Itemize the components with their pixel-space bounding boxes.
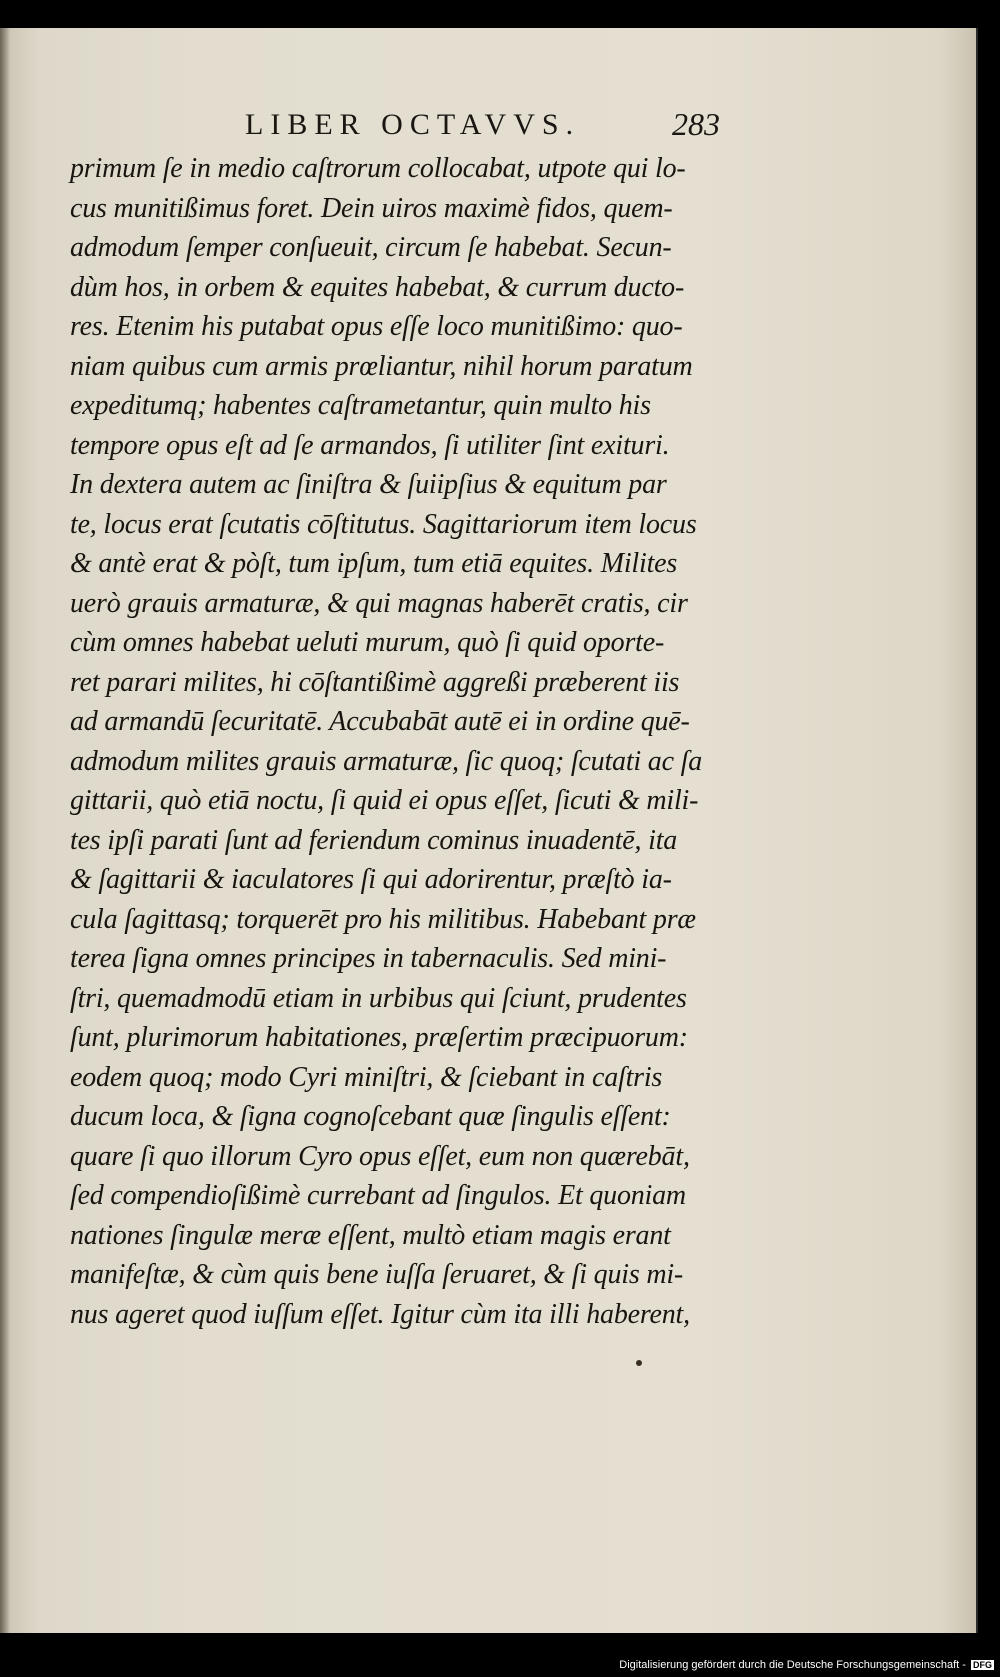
text-line: admodum ſemper conſueuit, circum ſe habebat. Secun- [70,232,672,263]
text-line: dùm hos, in orbem & equites habebat, & currum ducto- [70,271,685,303]
text-line: admodum milites grauis armaturæ, ſic quoq; ſcutati ac ſa [70,745,703,777]
gutter-shadow [0,28,10,1633]
text-line: tempore opus eſt ad ſe armandos, ſi utiliter ſint exituri. [70,429,670,461]
dfg-logo: DFG [973,1660,992,1670]
text-line: nationes ſingulæ meræ eſſent, multò etiam magis erant [70,1219,671,1251]
running-title: LIBER OCTAVVS. [245,108,581,141]
text-line: cus munitißimus foret. Dein uiros maximè fidos, quem- [70,192,673,224]
text-line: ſtri, quemadmodū etiam in urbibus qui ſciunt, prudentes [70,982,687,1014]
text-line: ret parari milites, hi cōſtantißimè aggreßi præberent iis [70,666,680,698]
text-line: te, locus erat ſcutatis cōſtitutus. Sagittariorum item locus [70,508,697,540]
ink-speck [636,1360,642,1366]
text-line: primum ſe in medio caſtrorum collocabat, utpote qui lo- [70,153,686,184]
text-line: tes ipſi parati ſunt ad feriendum cominus inuadentē, ita [70,824,678,856]
text-line: uerò grauis armaturæ, & qui magnas haberēt cratis, cir [70,587,688,619]
text-line: expeditumq; habentes caſtrametantur, quin multo his [70,390,651,421]
text-line: manifeſtæ, & cùm quis bene iuſſa ſeruaret, & ſi quis mi- [70,1259,684,1290]
text-line: res. Etenim his putabat opus eſſe loco munitißimo: quo- [70,311,683,342]
text-line: ducum loca, & ſigna cognoſcebant quæ ſingulis eſſent: [70,1101,671,1132]
text-line: terea ſigna omnes principes in tabernaculis. Sed mini- [70,943,667,974]
text-line: cùm omnes habebat ueluti murum, quò ſi quid oporte- [70,627,665,658]
text-line: gittarii, quò etiā noctu, ſi quid ei opus eſſet, ſicuti & mili- [70,785,699,816]
text-line: eodem quoq; modo Cyri miniſtri, & ſciebant in caſtris [70,1061,663,1093]
text-line: niam quibus cum armis prœliantur, nihil horum paratum [70,350,693,382]
credit-text: Digitalisierung gefördert durch die Deutsche Forschungsgemeinschaft - [619,1659,966,1671]
text-line: quare ſi quo illorum Cyro opus eſſet, eum non quærebāt, [70,1140,690,1172]
text-line: ſunt, plurimorum habitationes, præſertim præcipuorum: [70,1022,688,1053]
text-line: cula ſagittasq; torquerēt pro his militibus. Habebant præ [70,903,696,935]
text-line: ad armandū ſecuritatē. Accubabāt autē ei in ordine quē- [70,706,690,737]
text-line: & ſagittarii & iaculatores ſi qui adorirentur, præſtò ia- [70,864,672,895]
folio-number: 283 [672,106,720,142]
running-head [0,72,978,142]
text-line: & antè erat & pòſt, tum ipſum, tum etiā equites. Milites [70,548,678,579]
text-line: nus ageret quod iuſſum eſſet. Igitur cùm ita illi haberent, [70,1298,690,1330]
digitization-credit [619,1659,994,1671]
text-block [70,149,740,1334]
text-line: In dextera autem ac ſiniſtra & ſuiipſius & equitum par [70,469,667,500]
text-line: ſed compendioſißimè currebant ad ſingulos. Et quoniam [70,1180,686,1211]
